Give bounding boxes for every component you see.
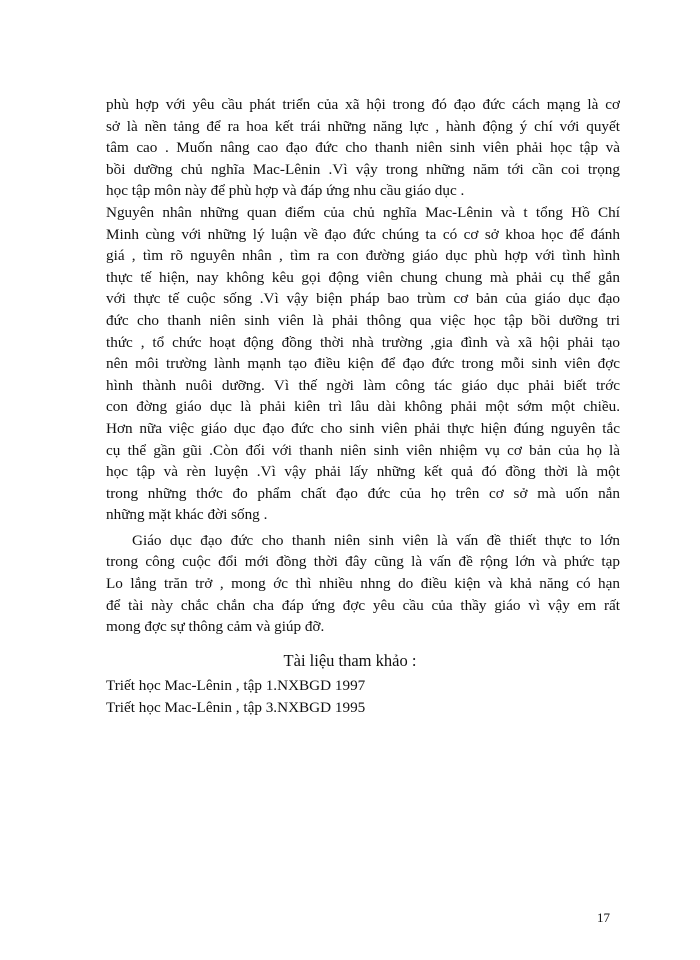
text-line: sở là nền tảng để ra hoa kết trái những năng lực , hành động ý chí với quyết <box>106 117 620 135</box>
paragraph-1 <box>106 94 620 202</box>
text-line: Lo lắng trăn trở , mong ớc thì nhiều nhng do điều kiện và khả năng có hạn <box>106 575 620 593</box>
text-line: học tập và rèn luyện .Vì vậy phải lấy những kết quả đó đồng thời là một <box>106 463 620 481</box>
text-line: giá , tìm rõ nguyên nhân , tìm ra con đường giáo dục phù hợp với tình hình <box>106 247 620 265</box>
text-line: Nguyên nhân những quan điểm của chủ nghĩa Mac-Lênin và t tổng Hồ Chí <box>106 203 620 221</box>
text-line: phù hợp với yêu cầu phát triển của xã hội trong đó đạo đức cách mạng là cơ <box>106 96 620 113</box>
body-text <box>106 94 620 638</box>
text-line: Minh cùng với những lý luận về đạo đức chúng ta có cơ sở khoa học để đánh <box>106 225 620 243</box>
text-line: con đờng giáo dục là phải kiên trì lâu dài không phải một sớm một chiều. <box>106 398 620 416</box>
text-line: thực tế hiện, nay không kêu gọi động viên chung chung mà phải cụ thể gắn <box>106 268 620 286</box>
text-line: những mặt khác đời sống . <box>106 506 268 524</box>
reference-item: Triết học Mac-Lênin , tập 1.NXBGD 1997 <box>106 677 366 694</box>
text-line: trong những thớc đo phẩm chất đạo đức của họ trên cơ sở mà uốn nắn <box>106 484 620 502</box>
text-line: để tài này chắc chắn cha đáp ứng đợc yêu cầu của thầy giáo vì vậy em rất <box>106 596 620 614</box>
paragraph-3 <box>106 530 620 638</box>
references-list <box>106 675 365 719</box>
text-line: Giáo dục đạo đức cho thanh niên sinh viên là vấn đề thiết thực to lớn <box>132 531 620 549</box>
text-line: đức cho thanh niên sinh viên là phải thông qua việc học tập bồi dưỡng tri <box>106 311 620 329</box>
text-line: hình thành nuôi dưỡng. Vì thế ngời làm công tác giáo dục phải biết trớc <box>106 376 620 394</box>
paragraph-2 <box>106 202 620 526</box>
text-line: mong đợc sự thông cảm và giúp đỡ. <box>106 618 325 636</box>
text-line: cụ thể gần gũi .Còn đối với thanh niên sinh viên nhiệm vụ cơ bản của họ là <box>106 441 620 459</box>
text-line: với thực tế cuộc sống .Vì vậy biện pháp bao trùm cơ bản của giáo dục đạo <box>106 290 620 308</box>
text-line: nên môi trường lành mạnh tạo điều kiện để đạo đức trong mỗi sinh viên đợc <box>106 355 620 373</box>
reference-item: Triết học Mac-Lênin , tập 3.NXBGD 1995 <box>106 699 366 716</box>
page-number: 17 <box>597 910 610 925</box>
text-line: tâm cao . Muốn nâng cao đạo đức cho thanh niên sinh viên phải học tập và <box>106 139 620 157</box>
text-line: bồi dưỡng chủ nghĩa Mac-Lênin .Vì vậy trong những năm tới cần coi trọng <box>106 160 620 178</box>
text-line: học tập môn này để phù hợp và đáp ứng nhu cầu giáo dục . <box>106 182 465 200</box>
references-title: Tài liệu tham khảo : <box>283 651 417 670</box>
text-line: trong công cuộc đổi mới đồng thời đây cũng là vấn đề rộng lớn và phức tạp <box>106 553 620 571</box>
text-line: thức , tổ chức hoạt động đồng thời nhà trường ,gia đình và xã hội phải tạo <box>106 333 620 351</box>
text-line: Hơn nữa việc giáo dục đạo đức cho sinh viên phải thực hiện đúng nguyên tắc <box>106 419 620 437</box>
